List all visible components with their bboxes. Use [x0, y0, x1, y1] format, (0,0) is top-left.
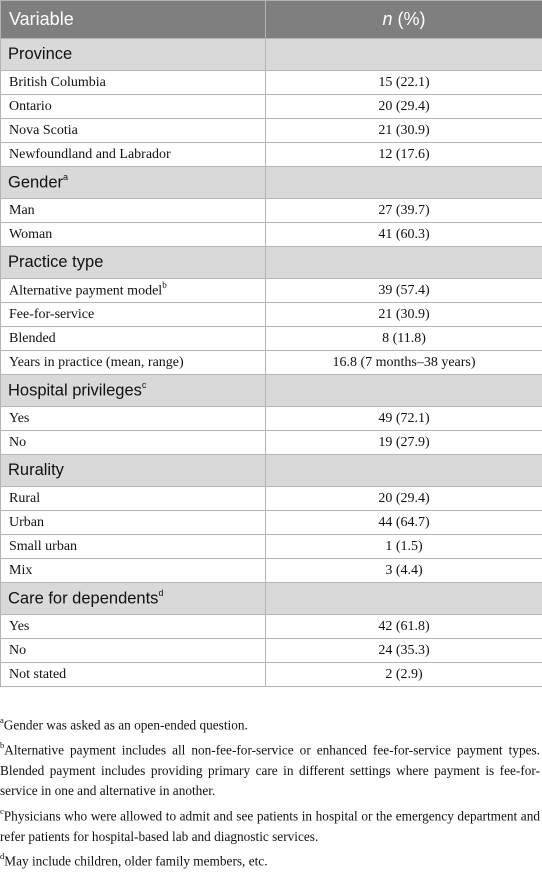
- table-header-row: [1, 1, 542, 39]
- section-title-text: Gender: [8, 173, 63, 191]
- table-footnotes: [0, 711, 540, 872]
- section-title: [1, 247, 266, 279]
- variable-column-header: Variable: [1, 1, 266, 39]
- row-label: Newfoundland and Labrador: [9, 147, 171, 162]
- table-row: [1, 119, 542, 143]
- row-value: 20 (29.4): [266, 487, 542, 511]
- row-value: 21 (30.9): [266, 119, 542, 143]
- row-value: 8 (11.8): [266, 327, 542, 351]
- row-label: Rural: [9, 491, 40, 506]
- row-label-cell: [1, 663, 266, 687]
- footnote-mark: a: [0, 715, 4, 725]
- table-row: [1, 663, 542, 687]
- row-label: Alternative payment model: [9, 284, 162, 299]
- table-row: [1, 511, 542, 535]
- section-empty-cell: [266, 583, 542, 615]
- section-header-row: [1, 375, 542, 407]
- section-title: [1, 167, 266, 199]
- table-row: [1, 95, 542, 119]
- row-value: 21 (30.9): [266, 303, 542, 327]
- row-label-cell: [1, 559, 266, 583]
- table-body: [1, 39, 542, 687]
- table-row: [1, 615, 542, 639]
- row-value: 49 (72.1): [266, 407, 542, 431]
- row-label: No: [9, 435, 26, 450]
- section-header-row: [1, 167, 542, 199]
- row-label: Mix: [9, 563, 32, 578]
- row-value: 41 (60.3): [266, 223, 542, 247]
- table-row: [1, 407, 542, 431]
- section-title: [1, 39, 266, 71]
- footnote-marker: b: [162, 280, 167, 290]
- row-value: 2 (2.9): [266, 663, 542, 687]
- table-row: [1, 487, 542, 511]
- row-label-cell: [1, 487, 266, 511]
- footnote: [0, 802, 540, 847]
- table-row: [1, 71, 542, 95]
- row-label-cell: [1, 615, 266, 639]
- table-row: [1, 223, 542, 247]
- footnote-text: May include children, older family members, etc.: [4, 854, 267, 869]
- row-value: 24 (35.3): [266, 639, 542, 663]
- row-label: Small urban: [9, 539, 77, 554]
- n-label: n: [382, 9, 392, 29]
- section-title-text: Practice type: [8, 253, 103, 271]
- table-row: [1, 535, 542, 559]
- row-label-cell: [1, 279, 266, 303]
- footnote-marker: d: [158, 588, 163, 598]
- table-row: [1, 199, 542, 223]
- footnote-mark: d: [0, 851, 4, 861]
- section-title: [1, 455, 266, 487]
- row-value: 44 (64.7): [266, 511, 542, 535]
- section-title-text: Rurality: [8, 461, 64, 479]
- section-header-row: [1, 247, 542, 279]
- row-label-cell: [1, 535, 266, 559]
- table-row: [1, 559, 542, 583]
- row-label: Ontario: [9, 99, 52, 114]
- footnote-marker: c: [142, 380, 147, 390]
- table-row: [1, 431, 542, 455]
- row-label-cell: [1, 351, 266, 375]
- row-label: Woman: [9, 227, 52, 242]
- section-title: [1, 375, 266, 407]
- row-label-cell: [1, 511, 266, 535]
- section-empty-cell: [266, 455, 542, 487]
- row-label-cell: [1, 71, 266, 95]
- percent-label: (%): [393, 9, 426, 29]
- row-label: No: [9, 643, 26, 658]
- section-empty-cell: [266, 375, 542, 407]
- row-value: 27 (39.7): [266, 199, 542, 223]
- row-label: Urban: [9, 515, 44, 530]
- row-label: Years in practice (mean, range): [9, 355, 184, 370]
- n-percent-column-header: [266, 1, 542, 39]
- row-label: Yes: [9, 411, 29, 426]
- row-label: British Columbia: [9, 75, 106, 90]
- row-label: Man: [9, 203, 35, 218]
- footnote-text: Physicians who were allowed to admit and see patients in hospital or the emergency department and refer patients for hospital-based lab and diagnostic services.: [0, 808, 540, 844]
- section-header-row: [1, 39, 542, 71]
- row-value: 19 (27.9): [266, 431, 542, 455]
- row-label: Nova Scotia: [9, 123, 78, 138]
- row-label-cell: [1, 119, 266, 143]
- table-row: [1, 351, 542, 375]
- row-label-cell: [1, 143, 266, 167]
- row-label-cell: [1, 199, 266, 223]
- footnote-text: Alternative payment includes all non-fee-for-service or enhanced fee-for-service payment types. Blended payment includes providing primary care in different settings where payment is fee-for-service in one and alternative in another.: [0, 742, 540, 798]
- footnote-mark: c: [0, 806, 4, 816]
- row-label: Fee-for-service: [9, 307, 94, 322]
- section-title-text: Province: [8, 45, 72, 63]
- table-row: [1, 279, 542, 303]
- table-row: [1, 327, 542, 351]
- row-label-cell: [1, 407, 266, 431]
- section-title: [1, 583, 266, 615]
- table-row: [1, 303, 542, 327]
- row-value: 16.8 (7 months–38 years): [266, 351, 542, 375]
- section-header-row: [1, 583, 542, 615]
- row-label-cell: [1, 303, 266, 327]
- footnote-marker: a: [63, 172, 68, 182]
- row-label: Blended: [9, 331, 56, 346]
- footnote-mark: b: [0, 740, 4, 750]
- section-empty-cell: [266, 167, 542, 199]
- section-empty-cell: [266, 247, 542, 279]
- row-value: 3 (4.4): [266, 559, 542, 583]
- section-header-row: [1, 455, 542, 487]
- row-label-cell: [1, 327, 266, 351]
- section-title-text: Hospital privileges: [8, 381, 142, 399]
- footnote: [0, 736, 540, 802]
- footnote-text: Gender was asked as an open-ended question.: [4, 717, 248, 732]
- row-label: Not stated: [9, 667, 66, 682]
- section-empty-cell: [266, 39, 542, 71]
- section-title-text: Care for dependents: [8, 589, 158, 607]
- row-label-cell: [1, 639, 266, 663]
- row-value: 12 (17.6): [266, 143, 542, 167]
- footnote: [0, 711, 540, 736]
- row-value: 1 (1.5): [266, 535, 542, 559]
- row-label-cell: [1, 223, 266, 247]
- row-label-cell: [1, 431, 266, 455]
- row-value: 15 (22.1): [266, 71, 542, 95]
- row-value: 39 (57.4): [266, 279, 542, 303]
- row-value: 42 (61.8): [266, 615, 542, 639]
- table-row: [1, 143, 542, 167]
- row-label: Yes: [9, 619, 29, 634]
- row-value: 20 (29.4): [266, 95, 542, 119]
- table-row: [1, 639, 542, 663]
- row-label-cell: [1, 95, 266, 119]
